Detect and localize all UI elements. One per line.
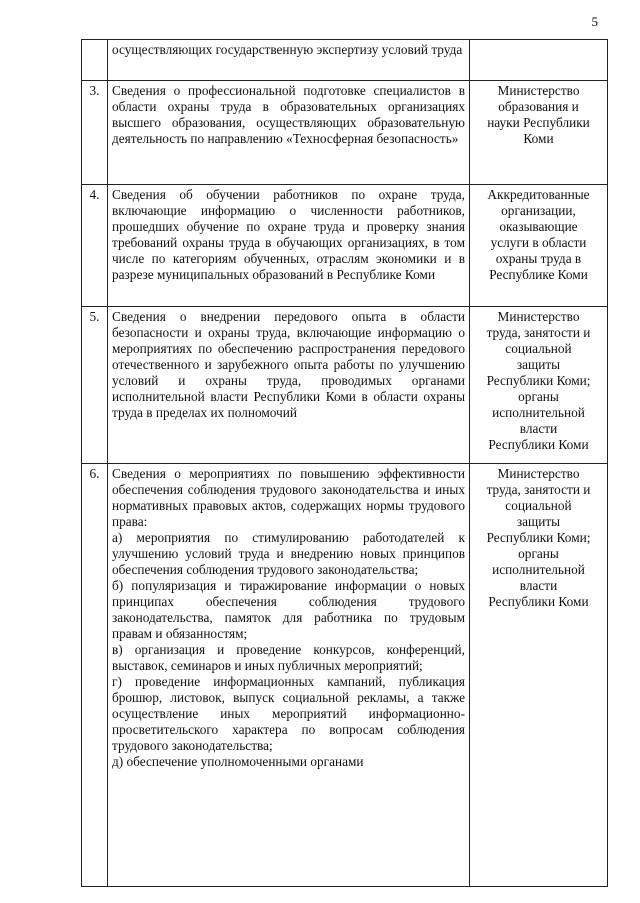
- responsible-line: Республике Коми: [489, 267, 588, 282]
- responsible-line: органы: [518, 546, 559, 561]
- description-paragraph: д) обеспечение уполномоченными органами: [112, 754, 364, 769]
- table-row: [82, 464, 608, 887]
- responsible-line: исполнительной: [492, 405, 585, 420]
- responsible-cell: [470, 185, 608, 307]
- responsible-line: охраны труда в: [495, 251, 582, 266]
- responsible-cell: [470, 464, 608, 887]
- description-paragraph: б) популяризация и тиражирование информации о новых принципах обеспечения соблюдения трудового законодательства, памяток для работника по трудовым правам и обязанностям;: [112, 578, 465, 641]
- description-paragraph: Сведения о внедрении передового опыта в области безопасности и охраны труда, включающие информацию о мероприятиях по обеспечению распространения передового отечественного и зарубежного опыта работы по улучшению условий и охраны труда, проводимых органами исполнительной власти Республики Коми в области охраны труда в пределах их полномочий: [112, 309, 465, 420]
- row-number-cell: 3.: [82, 81, 108, 185]
- responsible-line: образования и: [498, 99, 579, 114]
- responsible-line: Республики Коми: [488, 437, 589, 452]
- responsible-line: услуги в области: [490, 235, 587, 250]
- description-paragraph: Сведения о профессиональной подготовке специалистов в области охраны труда в образовательных организациях высшего образования, осуществляющих образовательную деятельность по направлению «Техносферная безопасность»: [112, 83, 465, 146]
- responsible-cell: [470, 81, 608, 185]
- page-number: 5: [591, 14, 598, 29]
- description-paragraph: а) мероприятия по стимулированию работодателей к улучшению условий труда и внедрению новых принципов обеспечения соблюдения трудового законодательства;: [112, 530, 465, 577]
- responsible-line: Министерство: [497, 309, 580, 324]
- row-number-cell: 5.: [82, 307, 108, 464]
- responsible-line: защиты: [516, 357, 561, 372]
- table-body: [82, 40, 608, 887]
- description-cell: [108, 81, 470, 185]
- responsible-line: власти: [519, 578, 558, 593]
- responsible-line: власти: [519, 421, 558, 436]
- table-row: [82, 81, 608, 185]
- reporting-table: [81, 39, 608, 887]
- description-cell: [108, 185, 470, 307]
- description-paragraph: осуществляющих государственную экспертизу условий труда: [112, 42, 463, 57]
- table-row: [82, 40, 608, 81]
- responsible-line: социальной: [505, 341, 572, 356]
- responsible-cell: [470, 40, 608, 81]
- description-paragraph: Сведения об обучении работников по охране труда, включающие информацию о численности работников, прошедших обучение по охране труда и проверку знания требований охраны труда в обучающих организациях, в том числе по категориям обученных, отраслям экономики и в разрезе муниципальных образований в Республике Коми: [112, 187, 465, 282]
- responsible-line: труда, занятости и: [486, 482, 591, 497]
- responsible-line: социальной: [505, 498, 572, 513]
- row-number-cell: [82, 40, 108, 81]
- responsible-line: науки Республики: [487, 115, 590, 130]
- responsible-line: оказывающие: [499, 219, 578, 234]
- responsible-line: исполнительной: [492, 562, 585, 577]
- responsible-cell: [470, 307, 608, 464]
- description-cell: [108, 40, 470, 81]
- row-number-cell: 6.: [82, 464, 108, 887]
- description-cell: [108, 307, 470, 464]
- description-paragraph: в) организация и проведение конкурсов, конференций, выставок, семинаров и иных публичных мероприятий;: [112, 642, 465, 673]
- description-paragraph: г) проведение информационных кампаний, публикация брошюр, листовок, выпуск социальной рекламы, а также осуществление иных мероприятий информационно-просветительского характера по вопросам соблюдения трудового законодательства;: [112, 674, 465, 753]
- responsible-line: Республики Коми;: [486, 530, 591, 545]
- responsible-line: Аккредитованные: [487, 187, 590, 202]
- table-row: [82, 307, 608, 464]
- responsible-line: труда, занятости и: [486, 325, 591, 340]
- row-number-cell: 4.: [82, 185, 108, 307]
- description-cell: [108, 464, 470, 887]
- responsible-line: Республики Коми;: [486, 373, 591, 388]
- responsible-line: органы: [518, 389, 559, 404]
- responsible-line: Коми: [523, 131, 554, 146]
- responsible-line: организации,: [501, 203, 576, 218]
- responsible-line: Республики Коми: [488, 594, 589, 609]
- table-row: [82, 185, 608, 307]
- description-paragraph: Сведения о мероприятиях по повышению эффективности обеспечения соблюдения трудового законодательства и иных нормативных правовых актов, содержащих нормы трудового права:: [112, 466, 465, 529]
- responsible-line: Министерство: [497, 466, 580, 481]
- responsible-line: Министерство: [497, 83, 580, 98]
- responsible-line: защиты: [516, 514, 561, 529]
